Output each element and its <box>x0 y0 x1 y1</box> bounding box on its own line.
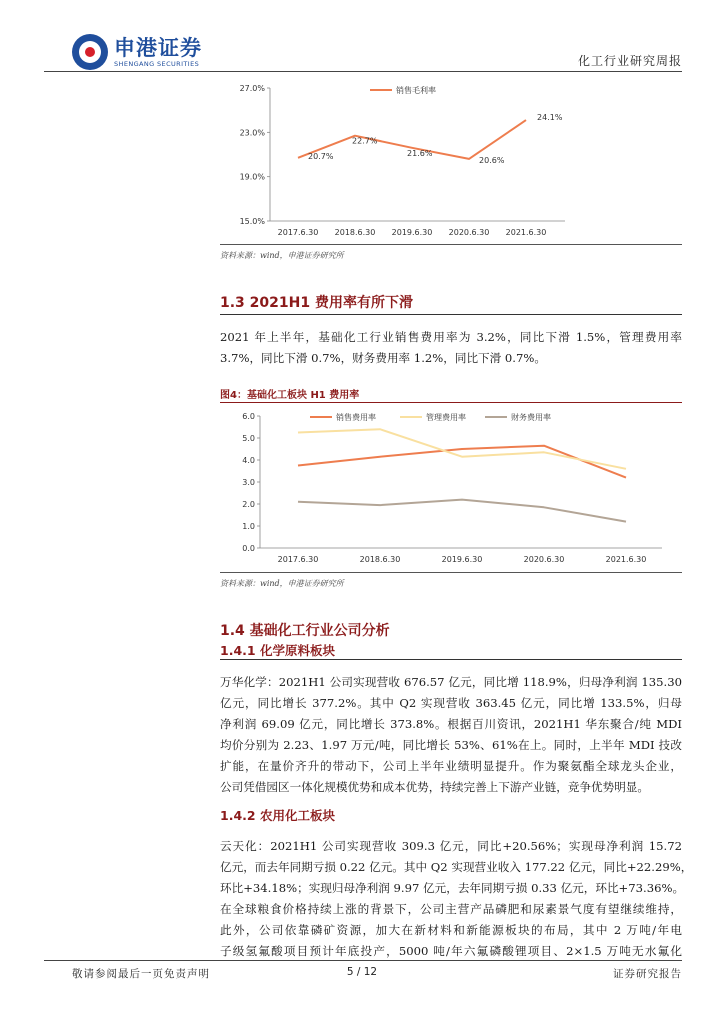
section-divider-1-3 <box>220 314 682 315</box>
source-divider-1 <box>220 244 682 245</box>
y-tick-label: 5.0 <box>242 434 255 443</box>
data-label: 22.7% <box>352 136 378 146</box>
x-tick-label: 2017.6.30 <box>277 555 319 564</box>
data-label: 20.6% <box>479 155 505 165</box>
subsection-divider-1-4-1 <box>220 659 682 660</box>
header-divider <box>44 71 682 72</box>
logo-english-name: SHENGANG SECURITIES <box>114 60 200 68</box>
y-tick-label: 1.0 <box>242 522 255 531</box>
text-line: 万华化学：2021H1 公司实现营收 676.57 亿元，同比增 118.9%，归母净利润 135.30 <box>220 675 682 689</box>
section-heading-1-4: 1.4 基础化工行业公司分析 <box>220 623 390 639</box>
text-line: 子级氢氟酸项目预计年底投产，5000 吨/年六氟磷酸锂项目、2×1.5 万吨无水氟化 <box>220 944 682 958</box>
disclaimer-note: 敬请参阅最后一页免责声明 <box>72 968 210 980</box>
expense-ratio-chart-svg <box>220 406 682 568</box>
x-tick-label: 2018.6.30 <box>334 228 376 237</box>
data-label: 21.6% <box>407 148 433 158</box>
text-line: 扩能，在量价齐升的带动下，公司上半年业绩明显提升。作为聚氨酯全球龙头企业， <box>220 759 682 773</box>
y-tick-label: 3.0 <box>242 478 255 487</box>
text-line: 亿元，而去年同期亏损 0.22 亿元。其中 Q2 实现营业收入 177.22 亿元，同比+22.29%， <box>220 860 693 874</box>
y-tick-label: 4.0 <box>242 456 255 465</box>
x-tick-label: 2021.6.30 <box>605 555 647 564</box>
x-tick-label: 2018.6.30 <box>359 555 401 564</box>
y-tick-label: 23.0% <box>239 128 265 138</box>
figure-4-divider <box>220 402 682 403</box>
gross-margin-chart-svg <box>220 80 682 240</box>
text-line: 净利润 69.09 亿元，同比增长 373.8%。根据百川资讯，2021H1 华东聚合/纯 MDI <box>220 717 682 731</box>
y-tick-label: 0.0 <box>242 544 255 553</box>
source-note-1: 资料来源：wind，申港证券研究所 <box>220 251 344 260</box>
company-logo <box>72 32 202 72</box>
series-line-1 <box>298 446 626 478</box>
y-tick-label: 2.0 <box>242 500 255 509</box>
series-line-3 <box>298 500 626 522</box>
text-line: 此外，公司依靠磷矿资源，加大在新材料和新能源板块的布局，其中 2 万吨/年电 <box>220 923 682 937</box>
legend-label: 管理费用率 <box>426 413 466 422</box>
gross-margin-chart <box>220 80 682 240</box>
text-line: 亿元，同比增长 377.2%。其中 Q2 实现营收 363.45 亿元，同比增 133.5%，归母 <box>220 696 682 710</box>
data-label: 20.7% <box>308 151 334 161</box>
wanhua-paragraph <box>220 672 682 798</box>
expense-ratio-chart <box>220 406 682 568</box>
text-line: 环比+34.18%；实现归母净利润 9.97 亿元，去年同期亏损 0.33 亿元，环比+73.36%。 <box>220 881 685 895</box>
logo-chinese-name: 申港证券 <box>114 36 202 60</box>
logo-emblem-icon <box>72 34 108 70</box>
subsection-heading-1-4-2: 1.4.2 农用化工板块 <box>220 808 335 823</box>
source-divider-2 <box>220 572 682 573</box>
x-tick-label: 2019.6.30 <box>441 555 483 564</box>
section-heading-1-3: 1.3 2021H1 费用率有所下滑 <box>220 295 413 311</box>
y-tick-label: 27.0% <box>239 84 265 93</box>
x-tick-label: 2019.6.30 <box>391 228 433 237</box>
x-tick-label: 2021.6.30 <box>505 228 547 237</box>
data-label: 24.1% <box>537 113 563 123</box>
legend-label: 销售毛利率 <box>396 86 436 95</box>
x-tick-label: 2020.6.30 <box>448 228 490 237</box>
yuntianhua-paragraph <box>220 836 693 962</box>
x-tick-label: 2020.6.30 <box>523 555 565 564</box>
text-line: 公司凭借园区一体化规模优势和成本优势，持续完善上下游产业链，竞争优势明显。 <box>220 780 649 794</box>
legend-label: 财务费用率 <box>511 413 551 422</box>
text-line: 3.7%，同比下滑 0.7%，财务费用率 1.2%，同比下滑 0.7%。 <box>220 351 546 365</box>
y-tick-label: 6.0 <box>242 412 255 421</box>
figure-4-title: 图4：基础化工板块 H1 费用率 <box>220 390 360 401</box>
footer-divider <box>44 960 682 961</box>
y-tick-label: 19.0% <box>239 172 265 182</box>
section-1-3-paragraph <box>220 327 682 369</box>
subsection-heading-1-4-1: 1.4.1 化学原料板块 <box>220 643 335 658</box>
text-line: 2021 年上半年，基础化工行业销售费用率为 3.2%，同比下滑 1.5%，管理费用率 <box>220 330 682 344</box>
y-tick-label: 15.0% <box>239 217 265 226</box>
report-type-label: 证券研究报告 <box>613 968 682 980</box>
source-note-2: 资料来源：wind，申港证券研究所 <box>220 579 344 588</box>
text-line: 在全球粮食价格持续上涨的背景下，公司主营产品磷肥和尿素景气度有望继续维持， <box>220 902 682 916</box>
legend-label: 销售费用率 <box>336 413 376 422</box>
x-tick-label: 2017.6.30 <box>277 228 319 237</box>
page-number: 5 / 12 <box>346 966 378 978</box>
text-line: 云天化：2021H1 公司实现营收 309.3 亿元，同比+20.56%；实现母净利润 15.72 <box>220 839 682 853</box>
text-line: 均价分别为 2.23、1.97 万元/吨，同比增长 53%、61%在上。同时，上半年 MDI 技改 <box>220 738 682 752</box>
report-category-title: 化工行业研究周报 <box>577 54 682 68</box>
